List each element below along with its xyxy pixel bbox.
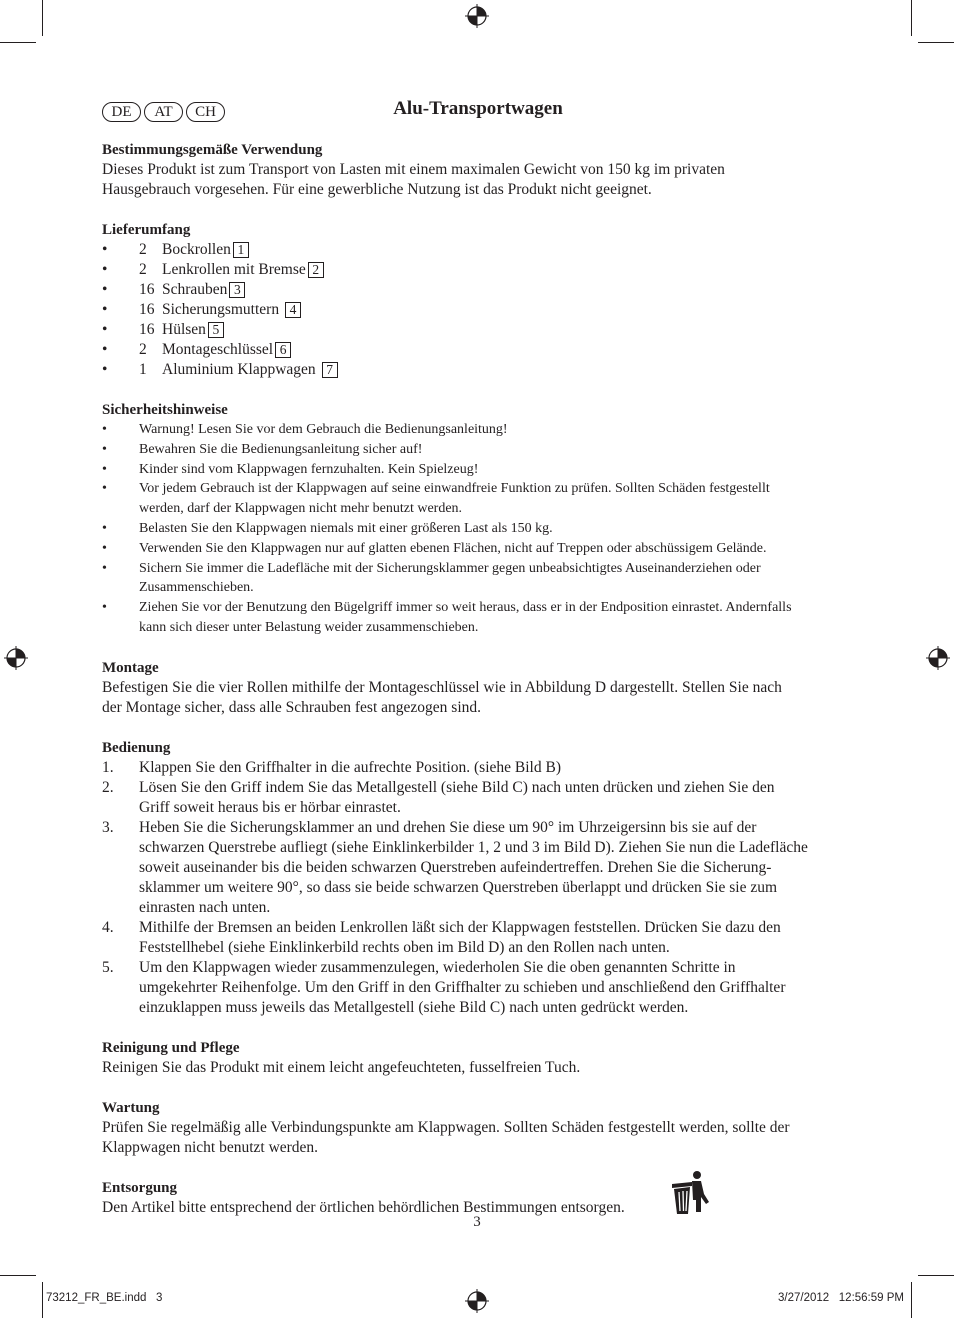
- item-reference-number: 6: [275, 342, 291, 358]
- text-line: Zusammenschieben.: [139, 580, 254, 596]
- bullet: •: [102, 560, 107, 576]
- text-line: Mithilfe der Bremsen an beiden Lenkrollen läßt sich der Klappwagen feststellen. Drücken Sie dazu den: [139, 918, 781, 936]
- item-label: Bockrollen: [162, 241, 231, 258]
- text-line: Vor jedem Gebrauch ist der Klappwagen auf seine einwandfreie Funktion zu prüfen. Sollten Schäden festgestellt: [139, 481, 770, 497]
- item-quantity: 2: [139, 241, 147, 258]
- section-heading: Reinigung und Pflege: [102, 1039, 240, 1056]
- bullet: •: [102, 600, 107, 616]
- item-quantity: 16: [139, 281, 155, 298]
- section-heading: Entsorgung: [102, 1179, 178, 1196]
- bullet: •: [102, 321, 108, 338]
- bullet: •: [102, 520, 107, 536]
- text-line: einzuklappen muss jeweils das Metallgestell (siehe Bild C) nach unten gedrückt werden.: [139, 998, 689, 1016]
- section-heading: Bedienung: [102, 739, 171, 756]
- text-line: Belasten Sie den Klappwagen niemals mit einer größeren Last als 150 kg.: [139, 520, 553, 536]
- section-cleaning: [102, 1038, 854, 1078]
- list-item: [102, 300, 854, 320]
- list-item: [102, 320, 854, 340]
- step-number: 5.: [102, 958, 114, 976]
- crop-mark-bottom-right-v: [911, 1282, 912, 1318]
- text-line: soweit auseinander bis die beiden schwarzen Querstreben aufeindertreffen. Drehen Sie die Sicherung-: [139, 858, 772, 876]
- list-item: [102, 539, 854, 559]
- list-item: [102, 958, 854, 1018]
- text-line: Verwenden Sie den Klappwagen nur auf glatten ebenen Flächen, nicht auf Treppen oder abschüssigem Gelände.: [139, 540, 767, 556]
- list-item: [102, 280, 854, 300]
- step-number: 4.: [102, 918, 114, 936]
- text-line: Warnung! Lesen Sie vor dem Gebrauch die Bedienungsanleitung!: [139, 422, 508, 437]
- list-item: [102, 420, 854, 440]
- section-heading: Lieferumfang: [102, 222, 191, 238]
- timestamp: 3/27/2012 12:56:59 PM: [778, 1292, 904, 1304]
- crop-mark-bottom-right-h: [918, 1275, 954, 1276]
- registration-mark-icon: [926, 646, 950, 670]
- text-line: einrasten nach unten.: [139, 898, 271, 916]
- list-item: [102, 598, 854, 638]
- crop-mark-top-left-v: [42, 0, 43, 36]
- item-label: Schrauben: [162, 281, 228, 298]
- item-reference-number: 7: [322, 362, 338, 378]
- list-item: [102, 440, 854, 460]
- crop-mark-bottom-left-h: [0, 1275, 36, 1276]
- item-quantity: 2: [139, 261, 147, 278]
- recycling-bin-icon: [668, 1170, 712, 1216]
- bullet: •: [102, 361, 108, 378]
- bullet: •: [102, 341, 108, 358]
- item-reference-number: 3: [229, 282, 245, 298]
- item-quantity: 2: [139, 341, 147, 358]
- list-item: [102, 260, 854, 280]
- crop-mark-top-left-h: [0, 42, 36, 43]
- text-line: schwarzen Querstrebe aufliegt (siehe Einklinkerbilder 1, 2 und 3 im Bild D). Ziehen Sie nun die Ladefläche: [139, 838, 808, 856]
- section-heading: Montage: [102, 659, 159, 676]
- text-line: Sichern Sie immer die Ladefläche mit der Sicherungsklammer gegen unbeabsichtigtes Auseinanderziehen oder: [139, 560, 761, 576]
- item-label: Sicherungsmuttern: [162, 301, 280, 318]
- section-assembly: [102, 658, 854, 718]
- list-item: [102, 519, 854, 539]
- section-heading: Sicherheitshinweise: [102, 402, 228, 418]
- step-number: 1.: [102, 758, 114, 776]
- step-number: 3.: [102, 818, 114, 836]
- item-reference-number: 5: [208, 322, 224, 338]
- text-line: Klappen Sie den Griffhalter in die aufrechte Position. (siehe Bild B): [139, 758, 561, 776]
- bullet: •: [102, 241, 108, 258]
- text-line: Befestigen Sie die vier Rollen mithilfe der Montageschlüssel wie in Abbildung D dargestellt. Stellen Sie nach: [102, 678, 782, 696]
- item-quantity: 16: [139, 321, 155, 338]
- list-item: [102, 460, 854, 480]
- page-header: [102, 98, 854, 124]
- text-line: Den Artikel bitte entsprechend der örtlichen behördlichen Bestimmungen entsorgen.: [102, 1198, 625, 1216]
- list-item: [102, 918, 854, 958]
- list-item: [102, 240, 854, 260]
- registration-mark-icon: [465, 1289, 489, 1313]
- list-item: [102, 360, 854, 380]
- section-maintenance: [102, 1098, 854, 1158]
- text-line: Heben Sie die Sicherungsklammer an und drehen Sie diese um 90° im Uhrzeigersinn bis sie auf der: [139, 818, 757, 836]
- text-line: werden, darf der Klappwagen nicht mehr benutzt werden.: [139, 501, 463, 517]
- text-line: Hausgebrauch vorgesehen. Für eine gewerbliche Nutzung ist das Produkt nicht geeignet.: [102, 181, 652, 198]
- file-slug: 73212_FR_BE.indd 3: [46, 1292, 163, 1304]
- list-item: [102, 778, 854, 818]
- text-line: der Montage sicher, dass alle Schrauben fest angezogen sind.: [102, 698, 482, 716]
- item-reference-number: 4: [285, 302, 301, 318]
- bullet: •: [102, 261, 108, 278]
- item-reference-number: 1: [233, 242, 249, 258]
- list-item: [102, 818, 854, 918]
- text-line: kann sich dieser unter Belastung weider zusammenschieben.: [139, 619, 479, 635]
- item-reference-number: 2: [308, 262, 324, 278]
- crop-mark-top-right-v: [911, 0, 912, 36]
- crop-mark-bottom-left-v: [42, 1282, 43, 1318]
- section-heading: Wartung: [102, 1099, 160, 1116]
- contents-list: [102, 240, 854, 380]
- safety-list: [102, 420, 854, 638]
- text-line: Bewahren Sie die Bedienungsanleitung sicher auf!: [139, 441, 423, 457]
- list-item: [102, 758, 854, 778]
- section-operation: [102, 738, 854, 1018]
- item-label: Montageschlüssel: [162, 341, 274, 358]
- list-item: [102, 559, 854, 599]
- text-line: Klappwagen nicht benutzt werden.: [102, 1138, 319, 1156]
- text-line: Dieses Produkt ist zum Transport von Lasten mit einem maximalen Gewicht von 150 kg im privaten: [102, 161, 725, 178]
- step-number: 2.: [102, 778, 114, 796]
- bullet: •: [102, 422, 107, 437]
- text-line: Lösen Sie den Griff indem Sie das Metallgestell (siehe Bild C) nach unten drücken und ziehen Sie den: [139, 778, 775, 796]
- item-label: Lenkrollen mit Bremse: [162, 261, 306, 278]
- page-number: 3: [473, 1214, 481, 1230]
- text-line: Ziehen Sie vor der Benutzung den Bügelgriff immer so weit heraus, dass er in der Endposition einrastet. Andernfalls: [139, 600, 792, 616]
- item-quantity: 16: [139, 301, 155, 318]
- section-contents: [102, 220, 854, 380]
- text-line: Prüfen Sie regelmäßig alle Verbindungspunkte am Klappwagen. Sollten Schäden festgestellt werden, sollte der: [102, 1118, 790, 1136]
- item-label: Hülsen: [162, 321, 206, 338]
- bullet: •: [102, 441, 107, 457]
- registration-mark-icon: [465, 4, 489, 28]
- country-badge-ch: CH: [186, 102, 225, 122]
- bullet: •: [102, 281, 108, 298]
- text-line: umgekehrter Reihenfolge. Um den Griff in den Griffhalter zu schieben und anschließend den Griffhalter: [139, 978, 786, 996]
- text-line: sklammer um weitere 90°, so dass sie beide schwarzen Querstreben überlappt und drücken Sie sie zum: [139, 878, 778, 896]
- crop-mark-top-right-h: [918, 42, 954, 43]
- text-line: Griff soweit heraus bis er hörbar einrastet.: [139, 798, 401, 816]
- page-title: Alu-Transportwagen: [393, 98, 563, 119]
- item-quantity: 1: [139, 361, 147, 378]
- text-line: Reinigen Sie das Produkt mit einem leicht angefeuchteten, fusselfreien Tuch.: [102, 1058, 581, 1076]
- bullet: •: [102, 481, 107, 497]
- text-line: Kinder sind vom Klappwagen fernzuhalten. Kein Spielzeug!: [139, 461, 479, 477]
- list-item: [102, 340, 854, 360]
- section-heading: Bestimmungsgemäße Verwendung: [102, 142, 323, 158]
- item-label: Aluminium Klappwagen: [162, 361, 316, 378]
- text-line: Um den Klappwagen wieder zusammenzulegen, wiederholen Sie die oben genannten Schritte in: [139, 958, 736, 976]
- bullet: •: [102, 301, 108, 318]
- operation-steps: [102, 758, 854, 1018]
- text-line: Feststellhebel (siehe Einklinkerbild rechts oben im Bild D) an den Rollen nach unten.: [139, 938, 670, 956]
- country-badge-at: AT: [144, 102, 183, 122]
- bullet: •: [102, 540, 107, 556]
- section-usage: [102, 140, 854, 200]
- country-badge-de: DE: [102, 102, 141, 122]
- registration-mark-icon: [4, 646, 28, 670]
- manual-page: [102, 98, 854, 1218]
- list-item: [102, 479, 854, 519]
- bullet: •: [102, 461, 107, 477]
- section-safety: [102, 400, 854, 638]
